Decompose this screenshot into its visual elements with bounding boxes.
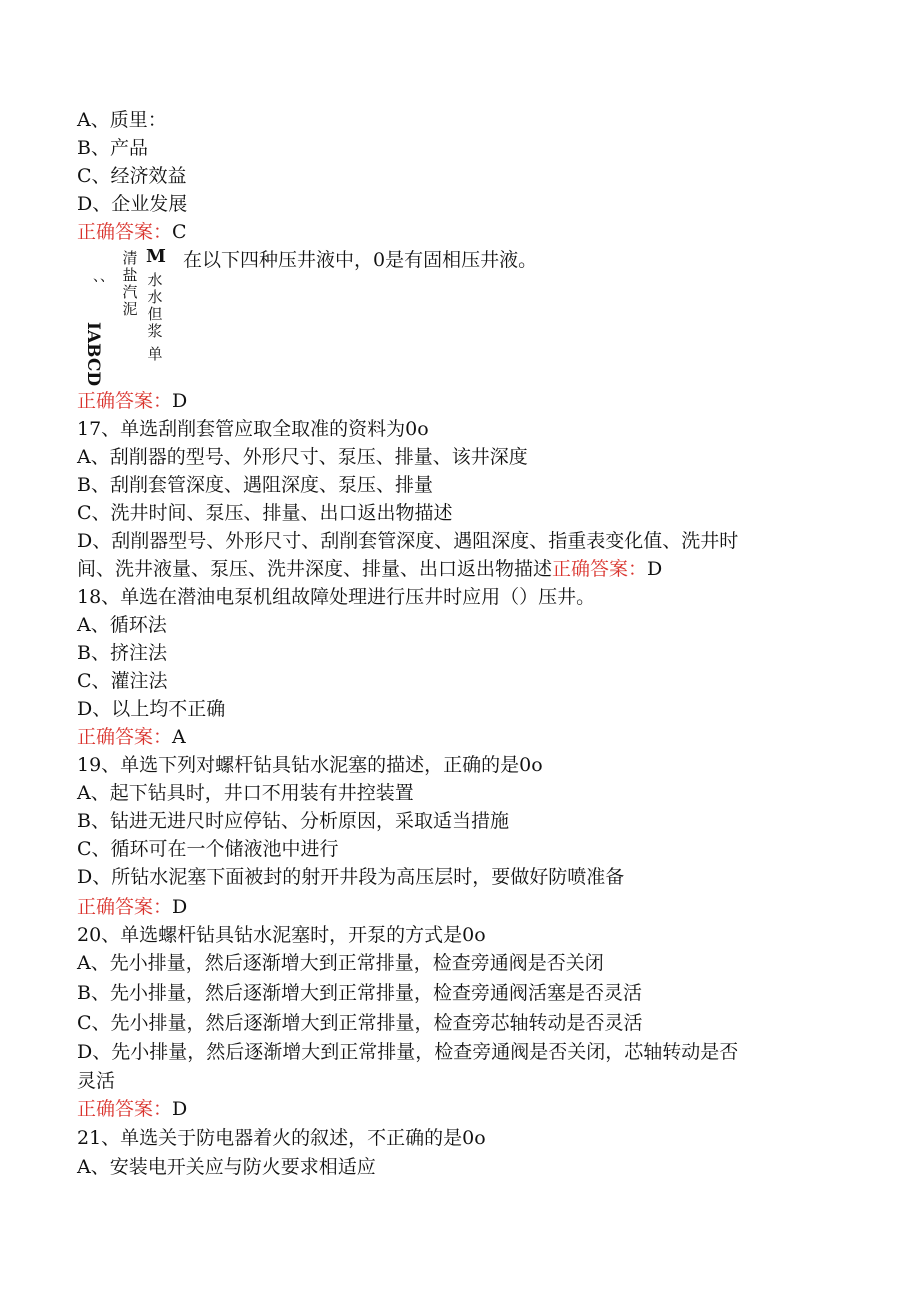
q16-option-d: D、企业发展 [77, 193, 188, 215]
q17-option-d-continued [77, 556, 662, 582]
answer-value: D [172, 390, 188, 412]
q18-question: 18、单选在潜油电泵机组故障处理进行压井时应用（）压井。 [77, 586, 596, 608]
q20-option-a: A、先小排量，然后逐渐增大到正常排量，检查旁通阀是否关闭 [77, 952, 604, 974]
answer-value: D [647, 558, 663, 580]
q18-option-b: B、挤注法 [77, 642, 167, 664]
q19-option-a: A、起下钻具时，井口不用装有井控装置 [77, 782, 414, 804]
q20-question: 20、单选螺杆钻具钻水泥塞时，开泵的方式是0o [77, 924, 486, 946]
garbled-column-3: 单 [147, 345, 163, 363]
answer-label: 正确答案： [552, 558, 648, 580]
q17-question: 17、单选刮削套管应取全取准的资料为0o [77, 418, 429, 440]
q-pressure-question: 在以下四种压井液中，0是有固相压井液。 [183, 249, 538, 271]
q20-option-d-continued: 灵活 [77, 1070, 116, 1092]
q16-option-a: A、质里： [77, 109, 167, 131]
q18-answer [77, 724, 186, 750]
q19-answer [77, 894, 187, 920]
q19-question: 19、单选下列对螺杆钻具钻水泥塞的描述，正确的是0o [77, 754, 543, 776]
q19-option-b: B、钻进无进尺时应停钻、分析原因，采取适当措施 [77, 810, 509, 832]
answer-label: 正确答案： [77, 390, 173, 412]
answer-label: 正确答案： [77, 221, 173, 243]
q20-option-b: B、先小排量，然后逐渐增大到正常排量，检查旁通阀活塞是否灵活 [77, 982, 642, 1004]
q16-answer [77, 219, 187, 245]
answer-value: A [172, 726, 186, 748]
q20-answer [77, 1096, 187, 1122]
answer-value: D [172, 896, 188, 918]
q18-option-c: C、灌注法 [77, 670, 168, 692]
answer-value: C [172, 221, 187, 243]
garbled-column-1: 清盐汽泥 [122, 249, 138, 318]
q18-option-d: D、以上均不正确 [77, 698, 226, 720]
answer-label: 正确答案： [77, 1098, 173, 1120]
q21-question: 21、单选关于防电器着火的叙述，不正确的是0o [77, 1127, 486, 1149]
q17-option-a: A、刮削器的型号、外形尺寸、泵压、排量、该井深度 [77, 446, 528, 468]
answer-label: 正确答案： [77, 726, 173, 748]
q17-option-d-cont-text: 间、洗井液量、泵压、洗井深度、排量、出口返出物描述 [77, 558, 553, 580]
answer-value: D [172, 1098, 188, 1120]
q-pressure-answer [77, 388, 187, 414]
q16-option-c: C、经济效益 [77, 165, 187, 187]
q17-option-c: C、洗井时间、泵压、排量、出口返出物描述 [77, 502, 453, 524]
q21-option-a: A、安装电开关应与防火要求相适应 [77, 1156, 376, 1178]
garbled-column-2: 水水但浆 [147, 271, 163, 340]
garbled-mark: M [146, 246, 166, 267]
q17-option-b: B、刮削套管深度、遇阻深度、泵压、排量 [77, 474, 433, 496]
q20-option-d: D、先小排量，然后逐渐增大到正常排量，检查旁通阀是否关闭，芯轴转动是否 [77, 1041, 739, 1063]
q19-option-c: C、循环可在一个储液池中进行 [77, 838, 339, 860]
q18-option-a: A、循环法 [77, 614, 167, 636]
garbled-dots: 、、 [93, 269, 114, 285]
q20-option-c: C、先小排量，然后逐渐增大到正常排量，检查旁芯轴转动是否灵活 [77, 1012, 643, 1034]
q19-option-d: D、所钻水泥塞下面被封的射开井段为高压层时，要做好防喷准备 [77, 866, 625, 888]
q17-option-d: D、刮削器型号、外形尺寸、刮削套管深度、遇阻深度、指重表变化值、洗井时 [77, 530, 739, 552]
garbled-rotated-labels: IABCD [83, 322, 103, 387]
q16-option-b: B、产品 [77, 137, 148, 159]
answer-label: 正确答案： [77, 896, 173, 918]
